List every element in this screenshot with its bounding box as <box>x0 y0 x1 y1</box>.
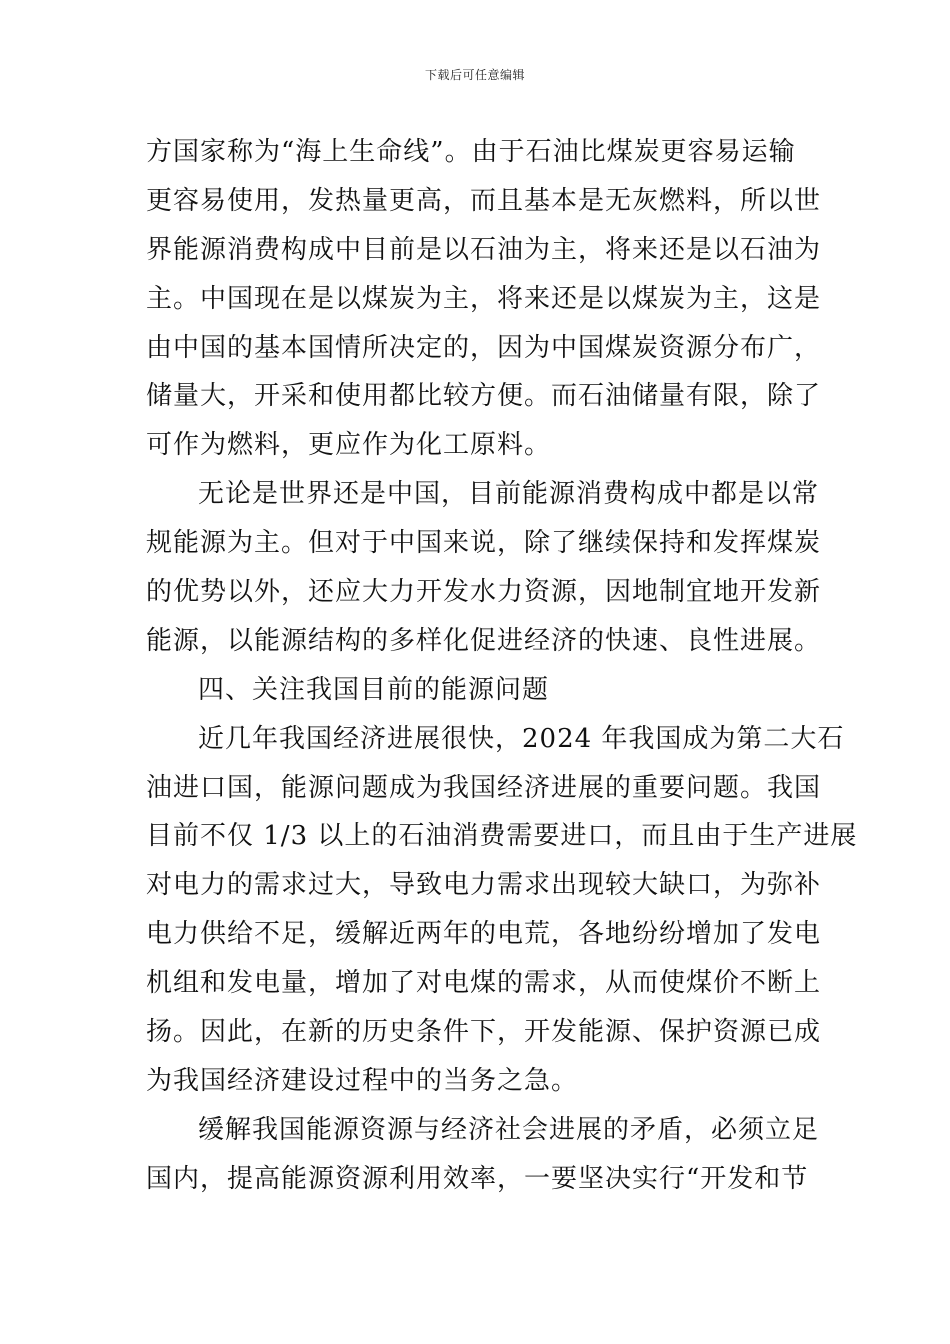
paragraph-start-line: 缓解我国能源资源与经济社会进展的矛盾，必须立足 <box>198 1114 820 1145</box>
document-body <box>146 128 858 1204</box>
text-line: 能源，以能源结构的多样化促进经济的快速、良性进展。 <box>146 625 822 656</box>
text-line: 主。中国现在是以煤炭为主，将来还是以煤炭为主，这是 <box>146 283 822 314</box>
text-line: 机组和发电量，增加了对电煤的需求，从而使煤价不断上 <box>146 968 822 999</box>
paragraph-start-line: 无论是世界还是中国，目前能源消费构成中都是以常 <box>198 479 820 510</box>
text-line: 的优势以外，还应大力开发水力资源，因地制宜地开发新 <box>146 577 822 608</box>
text-line: 规能源为主。但对于中国来说，除了继续保持和发挥煤炭 <box>146 528 822 559</box>
text-line: 可作为燃料，更应作为化工原料。 <box>146 430 552 461</box>
download-note: 下载后可任意编辑 <box>424 68 525 82</box>
paragraph-start-line: 近几年我国经济进展很快，2024 年我国成为第二大石 <box>198 723 845 754</box>
text-line: 对电力的需求过大，导致电力需求出现较大缺口，为弥补 <box>146 870 822 901</box>
text-line: 目前不仅 1/3 以上的石油消费需要进口，而且由于生产进展 <box>146 821 858 852</box>
text-line: 国内，提高能源资源利用效率，一要坚决实行“开发和节 <box>146 1163 809 1194</box>
text-line: 储量大，开采和使用都比较方便。而石油储量有限，除了 <box>146 381 822 412</box>
text-line: 油进口国，能源问题成为我国经济进展的重要问题。我国 <box>146 772 822 803</box>
text-line: 为我国经济建设过程中的当务之急。 <box>146 1065 579 1096</box>
text-line: 方国家称为“海上生命线”。由于石油比煤炭更容易运输 <box>146 137 796 167</box>
text-line: 电力供给不足，缓解近两年的电荒，各地纷纷增加了发电 <box>146 919 822 950</box>
text-line: 更容易使用，发热量更高，而且基本是无灰燃料，所以世 <box>146 185 822 216</box>
text-line: 由中国的基本国情所决定的，因为中国煤炭资源分布广， <box>146 332 822 363</box>
text-line: 界能源消费构成中目前是以石油为主，将来还是以石油为 <box>146 234 822 265</box>
section-heading: 四、关注我国目前的能源问题 <box>198 674 550 705</box>
text-line: 扬。因此，在新的历史条件下，开发能源、保护资源已成 <box>146 1017 822 1048</box>
